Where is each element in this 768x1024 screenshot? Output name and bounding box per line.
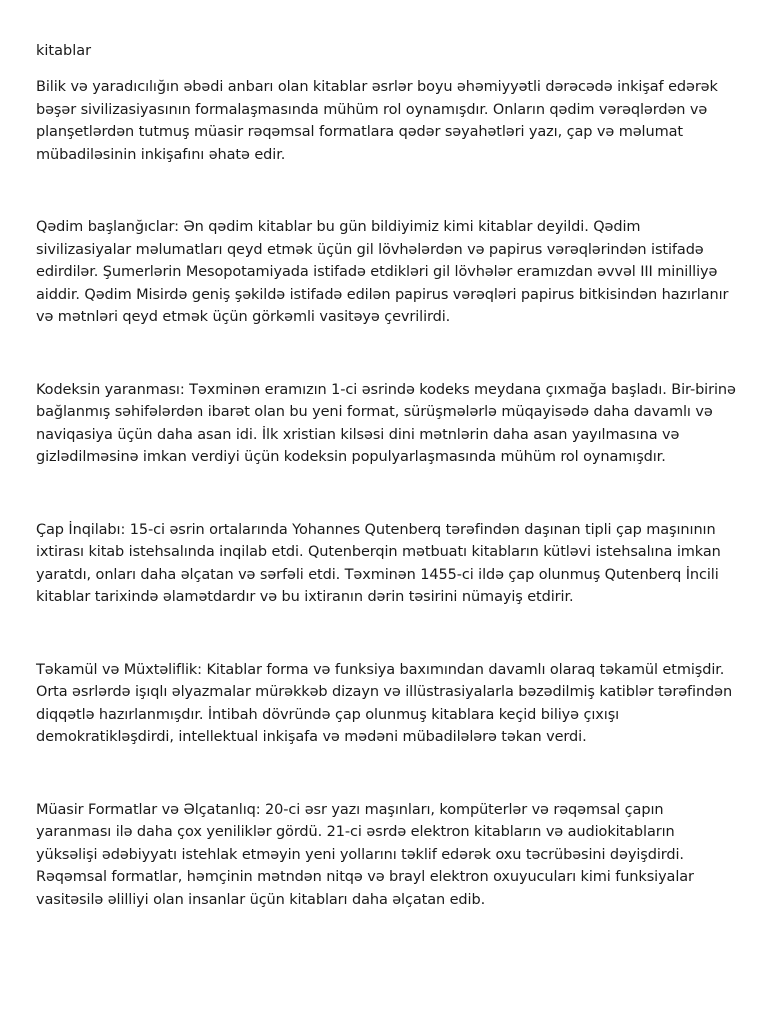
document-page bbox=[36, 40, 736, 911]
paragraph-intro: Bilik və yaradıcılığın əbədi anbarı olan kitablar əsrlər boyu əhəmiyyətli dərəcədə inkişaf edərək bəşər sivilizasiyasının formalaşmasında mühüm rol oynamışdır. Onların qədim vərəqlərdən və planşetlərdən tutmuş müasir rəqəmsal formatlara qədər səyahətləri yazı, çap və məlumat mübadiləsinin inkişafını əhatə edir. bbox=[36, 79, 718, 163]
paragraph-codex: Kodeksin yaranması: Təxminən eramızın 1-ci əsrində kodeks meydana çıxmağa başladı. Bir-birinə bağlanmış səhifələrdən ibarət olan bu yeni format, sürüşmələrlə müqayisədə daha davamlı və naviqasiya üçün daha asan idi. İlk xristian kilsəsi dini mətnlərin daha asan yayılmasına və gizlədilməsinə imkan verdiyi üçün kodeksin populyarlaşmasında mühüm rol oynamışdır. bbox=[36, 381, 736, 465]
paragraph-ancient-beginnings: Qədim başlanğıclar: Ən qədim kitablar bu gün bildiyimiz kimi kitablar deyildi. Qədim sivilizasiyalar məlumatları qeyd etmək üçün gil lövhələrdən və papirus vərəqlərindən istifadə edirdilər. Şumerlərin Mesopotamiyada istifadə etdikləri gil lövhələr eramızdan əvvəl III minilliyə aiddir. Qədim Misirdə geniş şəkildə istifadə edilən papirus vərəqləri papirus bitkisindən hazırlanır və mətnləri qeyd etmək üçün görkəmli vasitəyə çevrilirdi. bbox=[36, 219, 729, 325]
paragraph-evolution-diversity: Təkamül və Müxtəliflik: Kitablar forma və funksiya baxımından davamlı olaraq təkamül etmişdir. Orta əsrlərdə işıqlı əlyazmalar mürəkkəb dizayn və illüstrasiyalarla bəzədilmiş katiblər tərəfindən diqqətlə hazırlanmışdır. İntibah dövründə çap olunmuş kitablara keçid biliyə çıxışı demokratikləşdirdi, intellektual inkişafa və mədəni mübadilələrə təkan verdi. bbox=[36, 661, 733, 745]
paragraph-printing-revolution: Çap İnqilabı: 15-ci əsrin ortalarında Yohannes Qutenberq tərəfindən daşınan tipli çap maşınının ixtirası kitab istehsalında inqilab etdi. Qutenberqin mətbuatı kitabların kütləvi istehsalına imkan yaratdı, onları daha əlçatan və sərfəli etdi. Təxminən 1455-ci ildə çap olunmuş Qutenberq İncili kitablar tarixində əlamətdardır və bu ixtiranın dərin təsirini nümayiş etdirir. bbox=[36, 521, 721, 605]
document-title: kitablar bbox=[36, 43, 92, 59]
paragraph-modern-formats: Müasir Formatlar və Əlçatanlıq: 20-ci əsr yazı maşınları, kompüterlər və rəqəmsal çapın yaranması ilə daha çox yeniliklər gördü. 21-ci əsrdə elektron kitabların və audiokitabların yüksəlişi ədəbiyyatı istehlak etməyin yeni yollarını təklif edərək oxu təcrübəsini dəyişdirdi. Rəqəmsal formatlar, həmçinin mətndən nitqə və brayl elektron oxuyucuları kimi funksiyalar vasitəsilə əlilliyi olan insanlar üçün kitabları daha əlçatan edib. bbox=[36, 801, 694, 908]
